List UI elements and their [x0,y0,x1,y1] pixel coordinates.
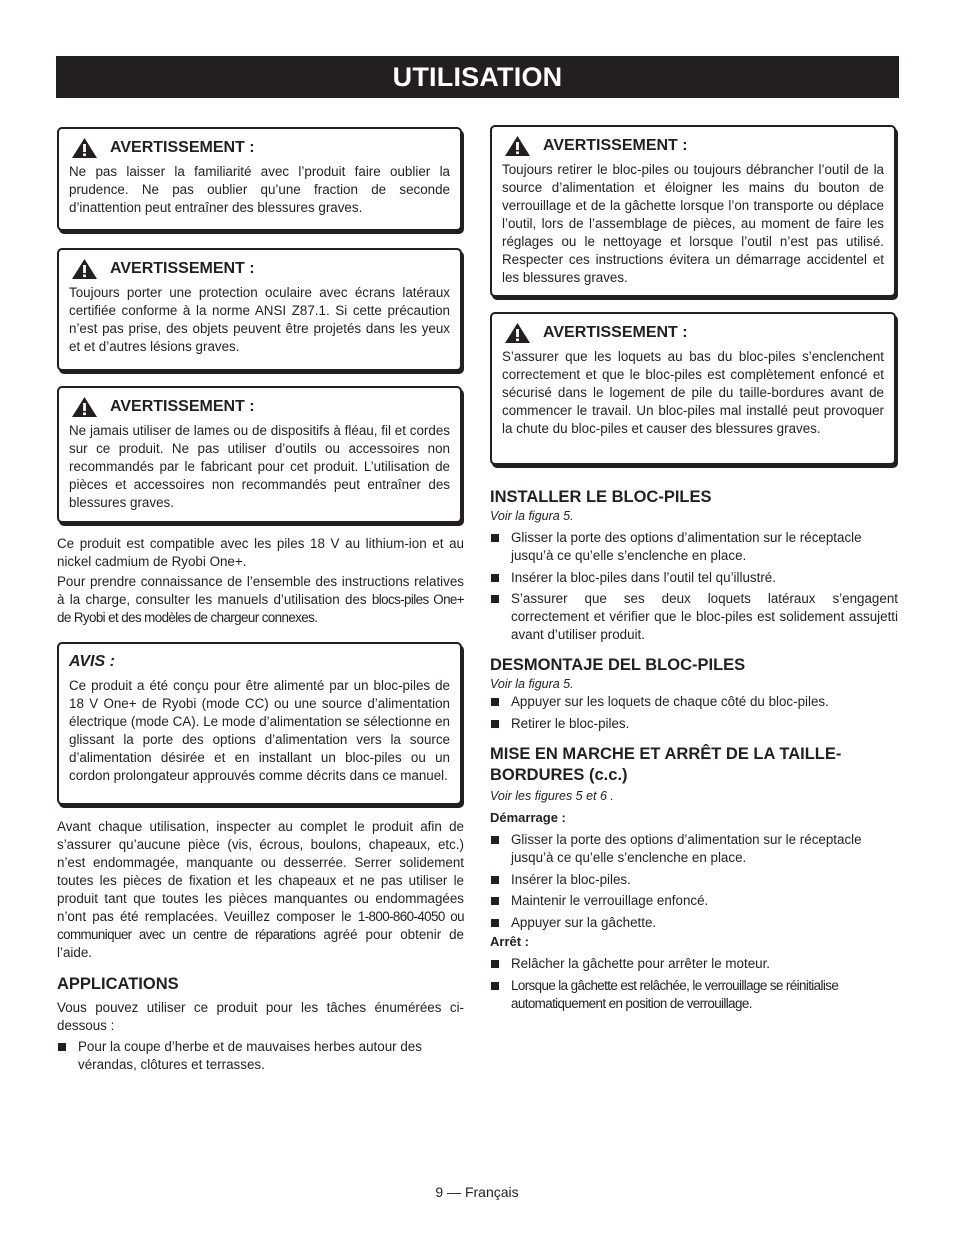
remove-figure-ref: Voir la figura 5. [490,677,574,691]
square-bullet-icon [491,836,499,844]
applications-heading: APPLICATIONS [57,975,179,993]
list-item [490,529,898,565]
warning-title: AVERTISSEMENT : [110,260,255,277]
notice-box [57,642,462,805]
list-item-text: Insérer la bloc-piles dans l’outil tel qu’illustré. [511,569,776,585]
warning-triangle-icon [504,322,531,344]
square-bullet-icon [491,720,499,728]
stop-list [490,955,898,1016]
startstop-heading-line1: MISE EN MARCHE ET ARRÊT DE LA TAILLE- [490,745,842,763]
warning-triangle-icon [71,258,98,280]
inspection-text-end: agréé pour obtenir de l’aide. [57,927,464,960]
list-item-text: Retirer le bloc-piles. [511,715,630,731]
install-figure-ref: Voir la figura 5. [490,509,574,523]
square-bullet-icon [491,574,499,582]
list-item-text: Insérer la bloc-piles. [511,871,631,887]
warning-triangle-icon [71,396,98,418]
notice-title: AVIS : [69,653,115,670]
inspection-text: Avant chaque utilisation, inspecter au complet le produit afin de s’assurer qu’aucune pièce (vis, écrous, boulons, chapeaux, etc.) n’est endommagée, manquante ou desserrée. Serrer solidement toutes les pièces de fixation et les chapeaux et ne pas utiliser le produit tant que toutes les pièces manquantes ou endommagées n’ont pas été remplacées. Veuillez composer le [57,819,464,924]
startstop-figure-ref: Voir les figures 5 et 6 . [490,789,614,803]
charging-text-condensed: blocs-piles One+ de Ryobi et des modèles de chargeur connexes. [57,592,465,625]
warning-text: Toujours retirer le bloc-piles ou toujours débrancher l’outil de la source d’alimentation et éloigner les mains du bouton de verrouillage et de la gâchette lorsque l’on transporte ou déplace l’outil, lors de l’assemblage de pièces, au moment de faire les réglages ou le nettoyage et lorsque l’outil n’est pas utilisé. Respecter ces instructions évitera un démarrage accidentel et les blessures graves. [502,162,884,285]
warning-title: AVERTISSEMENT : [543,324,688,341]
applications-intro: Vous pouvez utiliser ce produit pour les tâches énumérées ci-dessous : [57,1000,464,1033]
warning-text: S’assurer que les loquets au bas du bloc-piles s’enclenchent correctement et que le bloc-piles est complètement enfoncé et sécurisé dans le logement de pile du taille-bordures avant de commencer le travail. Un bloc-piles mal installé peut provoquer la chute du bloc-piles et causer des blessures graves. [502,349,884,436]
warning-box-battery-removal [490,125,896,297]
square-bullet-icon [491,897,499,905]
remove-list [490,693,898,736]
warning-triangle-icon [504,135,531,157]
warning-triangle-icon [71,137,98,159]
list-item-text: Glisser la porte des options d’alimentation sur le réceptacle jusqu’à ce qu’elle s’enclenche en place. [511,530,862,563]
install-list [490,529,898,648]
square-bullet-icon [491,698,499,706]
square-bullet-icon [491,876,499,884]
compatibility-paragraph: Ce produit est compatible avec les piles 18 V au lithium-ion et au nickel cadmium de Ryobi One+. [57,536,464,569]
list-item [57,1038,464,1074]
start-label: Démarrage : [490,810,566,825]
page-footer: 9 — Français [435,1184,519,1200]
warning-title: AVERTISSEMENT : [110,139,255,156]
charging-paragraph [57,573,464,627]
list-item-text: Glisser la porte des options d’alimentation sur le réceptacle jusqu’à ce qu’elle s’enclenche en place. [511,832,862,865]
warning-text: Ne pas laisser la familiarité avec l’produit faire oublier la prudence. Ne pas oublier qu’une fraction de seconde d’inattention peut entraîner des blessures graves. [69,164,450,215]
list-item [490,955,898,973]
remove-heading: DESMONTAJE DEL BLOC-PILES [490,656,746,674]
list-item [490,871,898,889]
list-item [490,892,898,910]
list-item-text: Appuyer sur les loquets de chaque côté du bloc-piles. [511,694,829,709]
warning-box-familiarity [57,127,462,231]
list-item [490,715,898,733]
page-title: UTILISATION [56,56,899,98]
list-item-text: Relâcher la gâchette pour arrêter le moteur. [511,956,771,971]
charging-text: Pour prendre connaissance de l’ensemble des instructions relatives à la charge, consulter les manuels d’utilisation des [57,574,464,607]
list-item [490,977,898,1013]
list-item [490,693,898,711]
stop-label: Arrêt : [490,934,530,949]
list-item-text: S’assurer que ses deux loquets latéraux s’engagent correctement et vérifier que le bloc-piles est solidement assujetti avant d’utiliser produit. [511,591,898,642]
inspection-paragraph [57,818,464,962]
warning-box-latches [490,312,896,465]
list-item [490,590,898,644]
square-bullet-icon [491,595,499,603]
square-bullet-icon [491,534,499,542]
square-bullet-icon [491,919,499,927]
warning-text: Toujours porter une protection oculaire avec écrans latéraux certifiée conforme à la norme ANSI Z87.1. Si cette précaution n’est pas prise, des objets peuvent être projetés dans les yeux et et d’autres lésions graves. [69,285,450,354]
square-bullet-icon [491,960,499,968]
warning-title: AVERTISSEMENT : [110,398,255,415]
applications-list [57,1038,464,1078]
list-item [490,569,898,587]
list-item-text: Pour la coupe d’herbe et de mauvaises herbes autour des vérandas, clôtures et terrasses. [78,1039,422,1072]
list-item-text: Maintenir le verrouillage enfoncé. [511,893,709,908]
list-item-text: Appuyer sur la gâchette. [511,914,657,930]
square-bullet-icon [491,982,499,990]
square-bullet-icon [58,1043,66,1051]
warning-text: Ne jamais utiliser de lames ou de dispositifs à fléau, fil et cordes sur ce produit. Ne pas utiliser d’outils ou accessoires non recommandés par le fabricant pour cet produit. L’utilisation de pièces et accessoires non recommandés peut entraîner des blessures graves. [69,423,450,510]
list-item [490,831,898,867]
warning-box-blades [57,386,462,523]
list-item [490,914,898,932]
start-list [490,831,898,935]
warning-box-eye-protection [57,248,462,371]
install-heading: INSTALLER LE BLOC-PILES [490,488,712,506]
startstop-heading-line2: BORDURES (c.c.) [490,766,628,784]
phone-text: 1-800-860-4050 ou communiquer avec un centre de réparations [57,909,465,942]
startstop-heading [490,744,898,786]
warning-title: AVERTISSEMENT : [543,137,688,154]
notice-text: Ce produit a été conçu pour être alimenté par un bloc-piles de 18 V One+ de Ryobi (mode CC) ou une source d’alimentation électrique (mode CA). Le mode d’alimentation se sélectionne en glissant la porte des options d’alimentation vers la source d’alimentation désirée et en installant un bloc-piles ou un cordon prolongateur approuvés comme décrits dans ce manuel. [69,678,450,783]
list-item-text: Lorsque la gâchette est relâchée, le verrouillage se réinitialise automatiquement en position de verrouillage. [511,977,839,1011]
